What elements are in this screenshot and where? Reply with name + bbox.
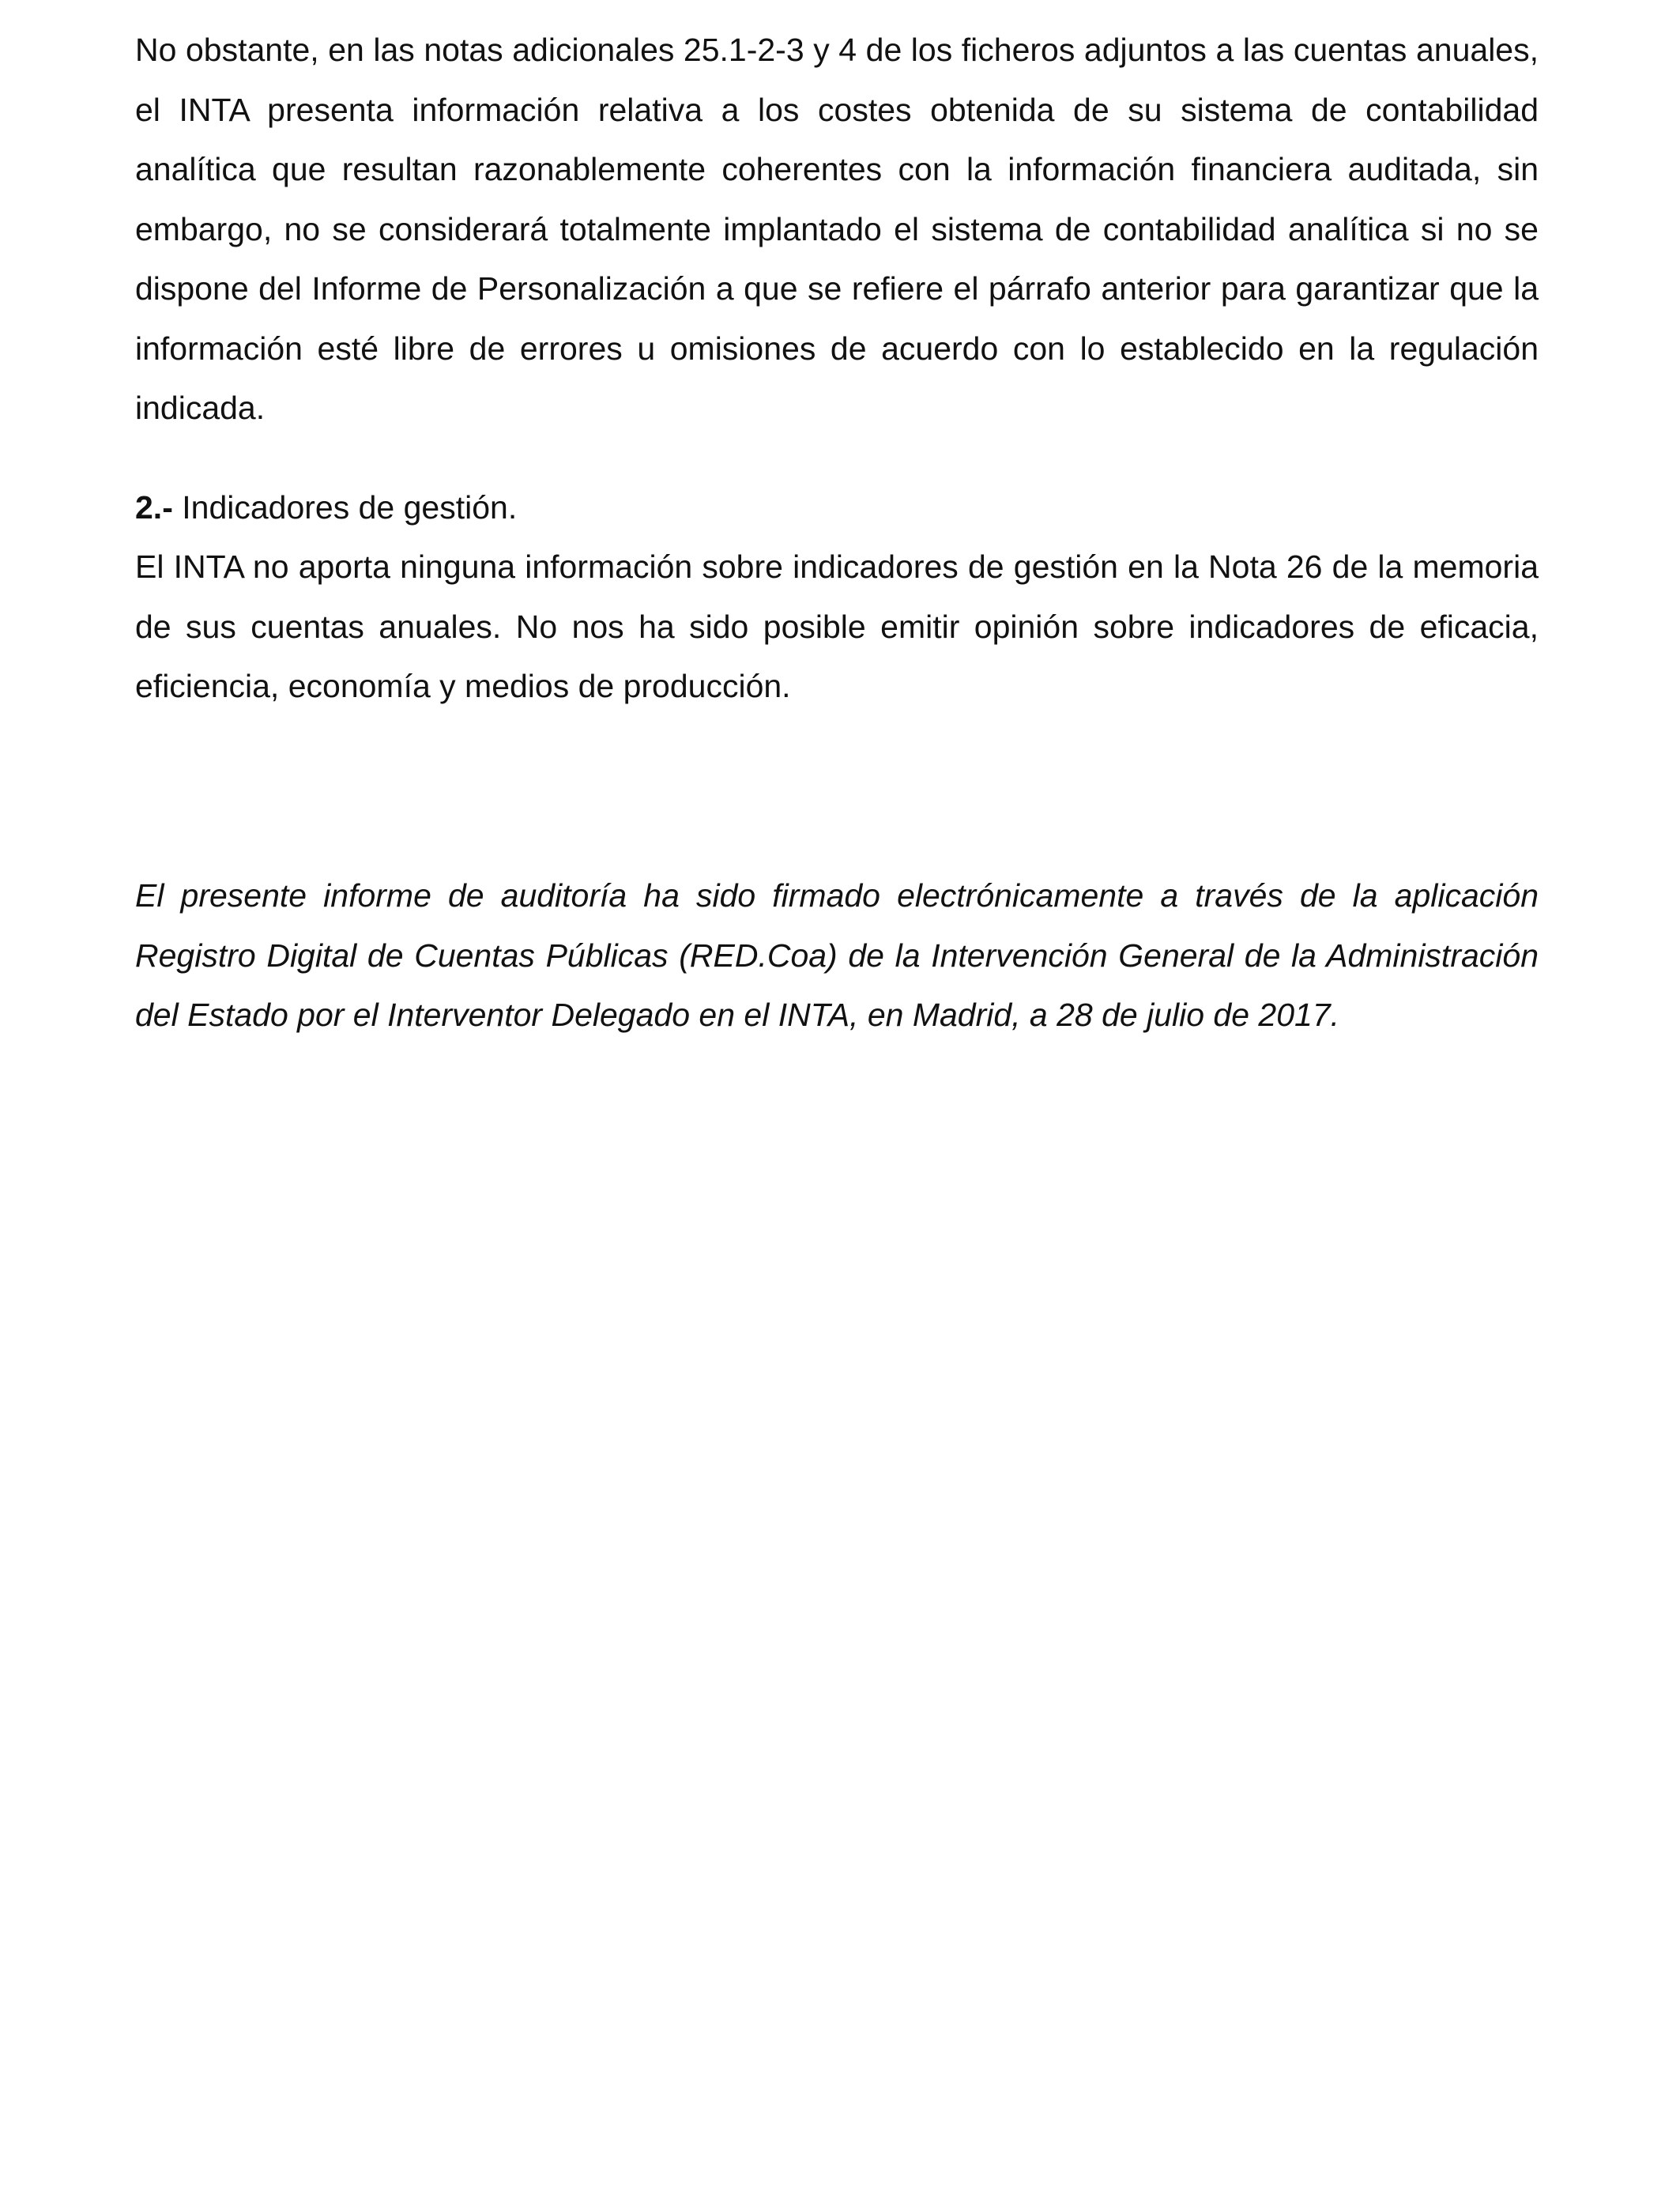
section-number: 2.- [135,489,173,526]
electronic-signature-statement: El presente informe de auditoría ha sido firmado electrónicamente a través de la aplicación Registro Digital de Cuentas Públicas (RED.Coa) de la Intervención General de la Administración del Estado por el Interventor Delegado en el INTA, en Madrid, a 28 de julio de 2017. [135,877,1539,1033]
section-heading-management-indicators [135,478,1539,538]
section-title: Indicadores de gestión. [182,489,518,526]
paragraph-analytic-accounting: No obstante, en las notas adicionales 25.1-2-3 y 4 de los ficheros adjuntos a las cuentas anuales, el INTA presenta información relativa a los costes obtenida de su sistema de contabilidad analítica que resultan razonablemente coherentes con la información financiera auditada, sin embargo, no se considerará totalmente implantado el sistema de contabilidad analítica si no se dispone del Informe de Personalización a que se refiere el párrafo anterior para garantizar que la información esté libre de errores u omisiones de acuerdo con lo establecido en la regulación indicada. [135,32,1539,426]
paragraph-management-indicators: El INTA no aporta ninguna información sobre indicadores de gestión en la Nota 26 de la memoria de sus cuentas anuales. No nos ha sido posible emitir opinión sobre indicadores de eficacia, eficiencia, economía y medios de producción. [135,548,1539,704]
